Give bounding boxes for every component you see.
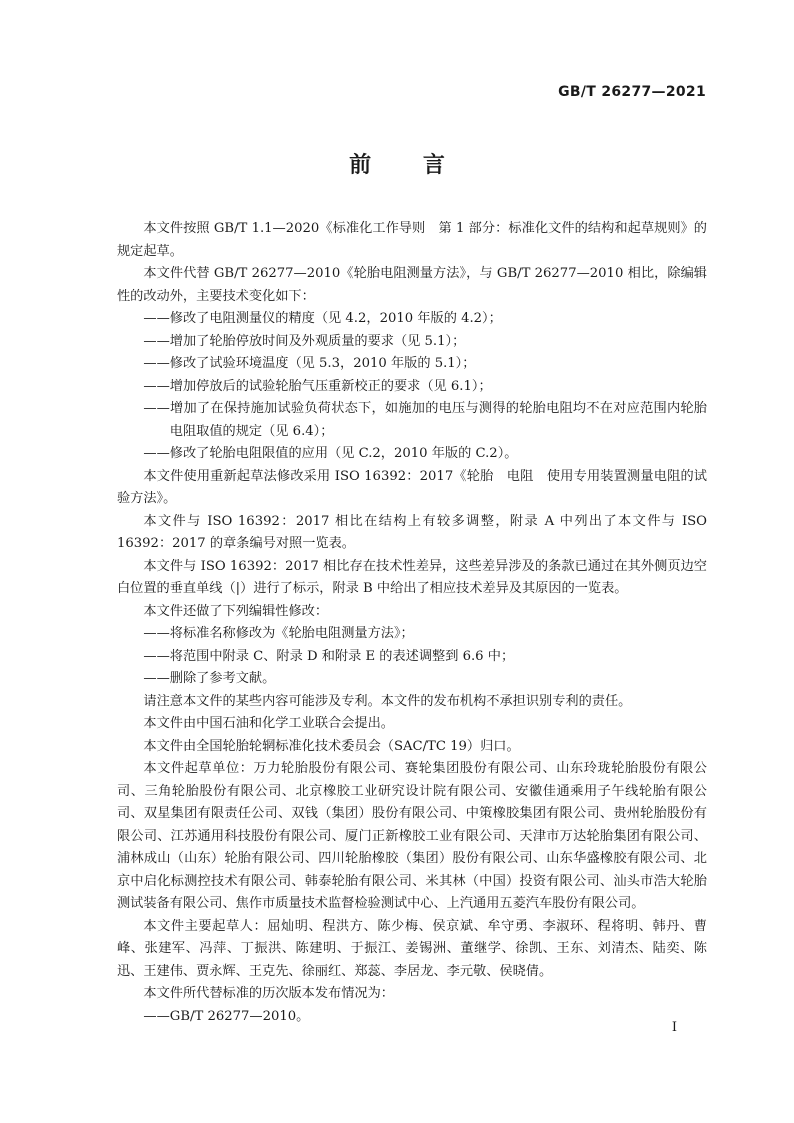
paragraph: 本文件主要起草人：屈灿明、程洪方、陈少梅、侯京斌、牟守勇、李淑环、程将明、韩丹、曹峰、张建军、冯萍、丁振洪、陈建明、于振江、姜锡洲、董继学、徐凯、王东、刘清杰、陆奕、陈迅、王建伟、贾永辉、王克先、徐丽红、郑蕊、李居龙、李元敬、侯晓倩。 <box>117 918 707 979</box>
document-body <box>117 218 707 1028</box>
list-item: ——修改了轮胎电阻限值的应用（见 C.2，2010 年版的 C.2）。 <box>143 446 518 461</box>
list-item: ——增加了在保持施加试验负荷状态下，如施加的电压与测得的轮胎电阻均不在对应范围内轮胎电阻取值的规定（见 6.4）； <box>143 401 707 439</box>
paragraph: 本文件与 ISO 16392：2017 相比存在技术性差异，这些差异涉及的条款已通过在其外侧页边空白位置的垂直单线（|）进行了标示，附录 B 中给出了相应技术差异及其原因的一览表。 <box>117 558 707 596</box>
page-number: I <box>671 1020 677 1035</box>
list-item: ——将标准名称修改为《轮胎电阻测量方法》； <box>143 626 414 641</box>
paragraph: 本文件由全国轮胎轮辋标准化技术委员会（SAC/TC 19）归口。 <box>143 738 520 754</box>
paragraph: 请注意本文件的某些内容可能涉及专利。本文件的发布机构不承担识别专利的责任。 <box>143 693 632 709</box>
paragraph: 本文件按照 GB/T 1.1—2020《标准化工作导则 第 1 部分：标准化文件的结构和起草规则》的规定起草。 <box>117 221 707 259</box>
list-item: ——增加停放后的试验轮胎气压重新校正的要求（见 6.1）； <box>143 378 492 394</box>
list-item: ——GB/T 26277—2010。 <box>143 1008 310 1024</box>
section-title: 前 言 <box>349 153 445 178</box>
list-item: ——删除了参考文献。 <box>143 671 276 686</box>
paragraph: 本文件起草单位：万力轮胎股份有限公司、赛轮集团股份有限公司、山东玲珑轮胎股份有限公司、三角轮胎股份有限公司、北京橡胶工业研究设计院有限公司、安徽佳通乘用子午线轮胎有限公司、双星集团有限责任公司、双钱（集团）股份有限公司、中策橡胶集团有限公司、贵州轮胎股份有限公司、江苏通用科技股份有限公司、厦门正新橡胶工业有限公司、天津市万达轮胎集团有限公司、浦林成山（山东）轮胎有限公司、四川轮胎橡胶（集团）股份有限公司、山东华盛橡胶有限公司、北京中启化标测控技术有限公司、韩泰轮胎有限公司、米其林（中国）投资有限公司、汕头市浩大轮胎测试装备有限公司、焦作市质量技术监督检验测试中心、上汽通用五菱汽车股份有限公司。 <box>117 761 707 911</box>
paragraph: 本文件使用重新起草法修改采用 ISO 16392：2017《轮胎 电阻 使用专用装置测量电阻的试验方法》。 <box>117 468 707 506</box>
paragraph: 本文件由中国石油和化学工业联合会提出。 <box>143 716 394 731</box>
list-item: ——修改了电阻测量仪的精度（见 4.2，2010 年版的 4.2）； <box>143 311 502 326</box>
paragraph: 本文件代替 GB/T 26277—2010《轮胎电阻测量方法》，与 GB/T 26277—2010 相比，除编辑性的改动外，主要技术变化如下： <box>117 266 707 304</box>
list-item: ——将范围中附录 C、附录 D 和附录 E 的表述调整到 6.6 中； <box>143 648 515 664</box>
paragraph: 本文件还做了下列编辑性修改： <box>143 603 329 619</box>
list-item: ——增加了轮胎停放时间及外观质量的要求（见 5.1）； <box>143 333 466 349</box>
list-item: ——修改了试验环境温度（见 5.3，2010 年版的 5.1）； <box>143 356 476 371</box>
paragraph: 本文件与 ISO 16392：2017 相比在结构上有较多调整，附录 A 中列出了本文件与 ISO 16392：2017 的章条编号对照一览表。 <box>117 513 707 551</box>
paragraph: 本文件所代替标准的历次版本发布情况为： <box>143 986 394 1001</box>
standard-number: GB/T 26277—2021 <box>558 84 706 100</box>
